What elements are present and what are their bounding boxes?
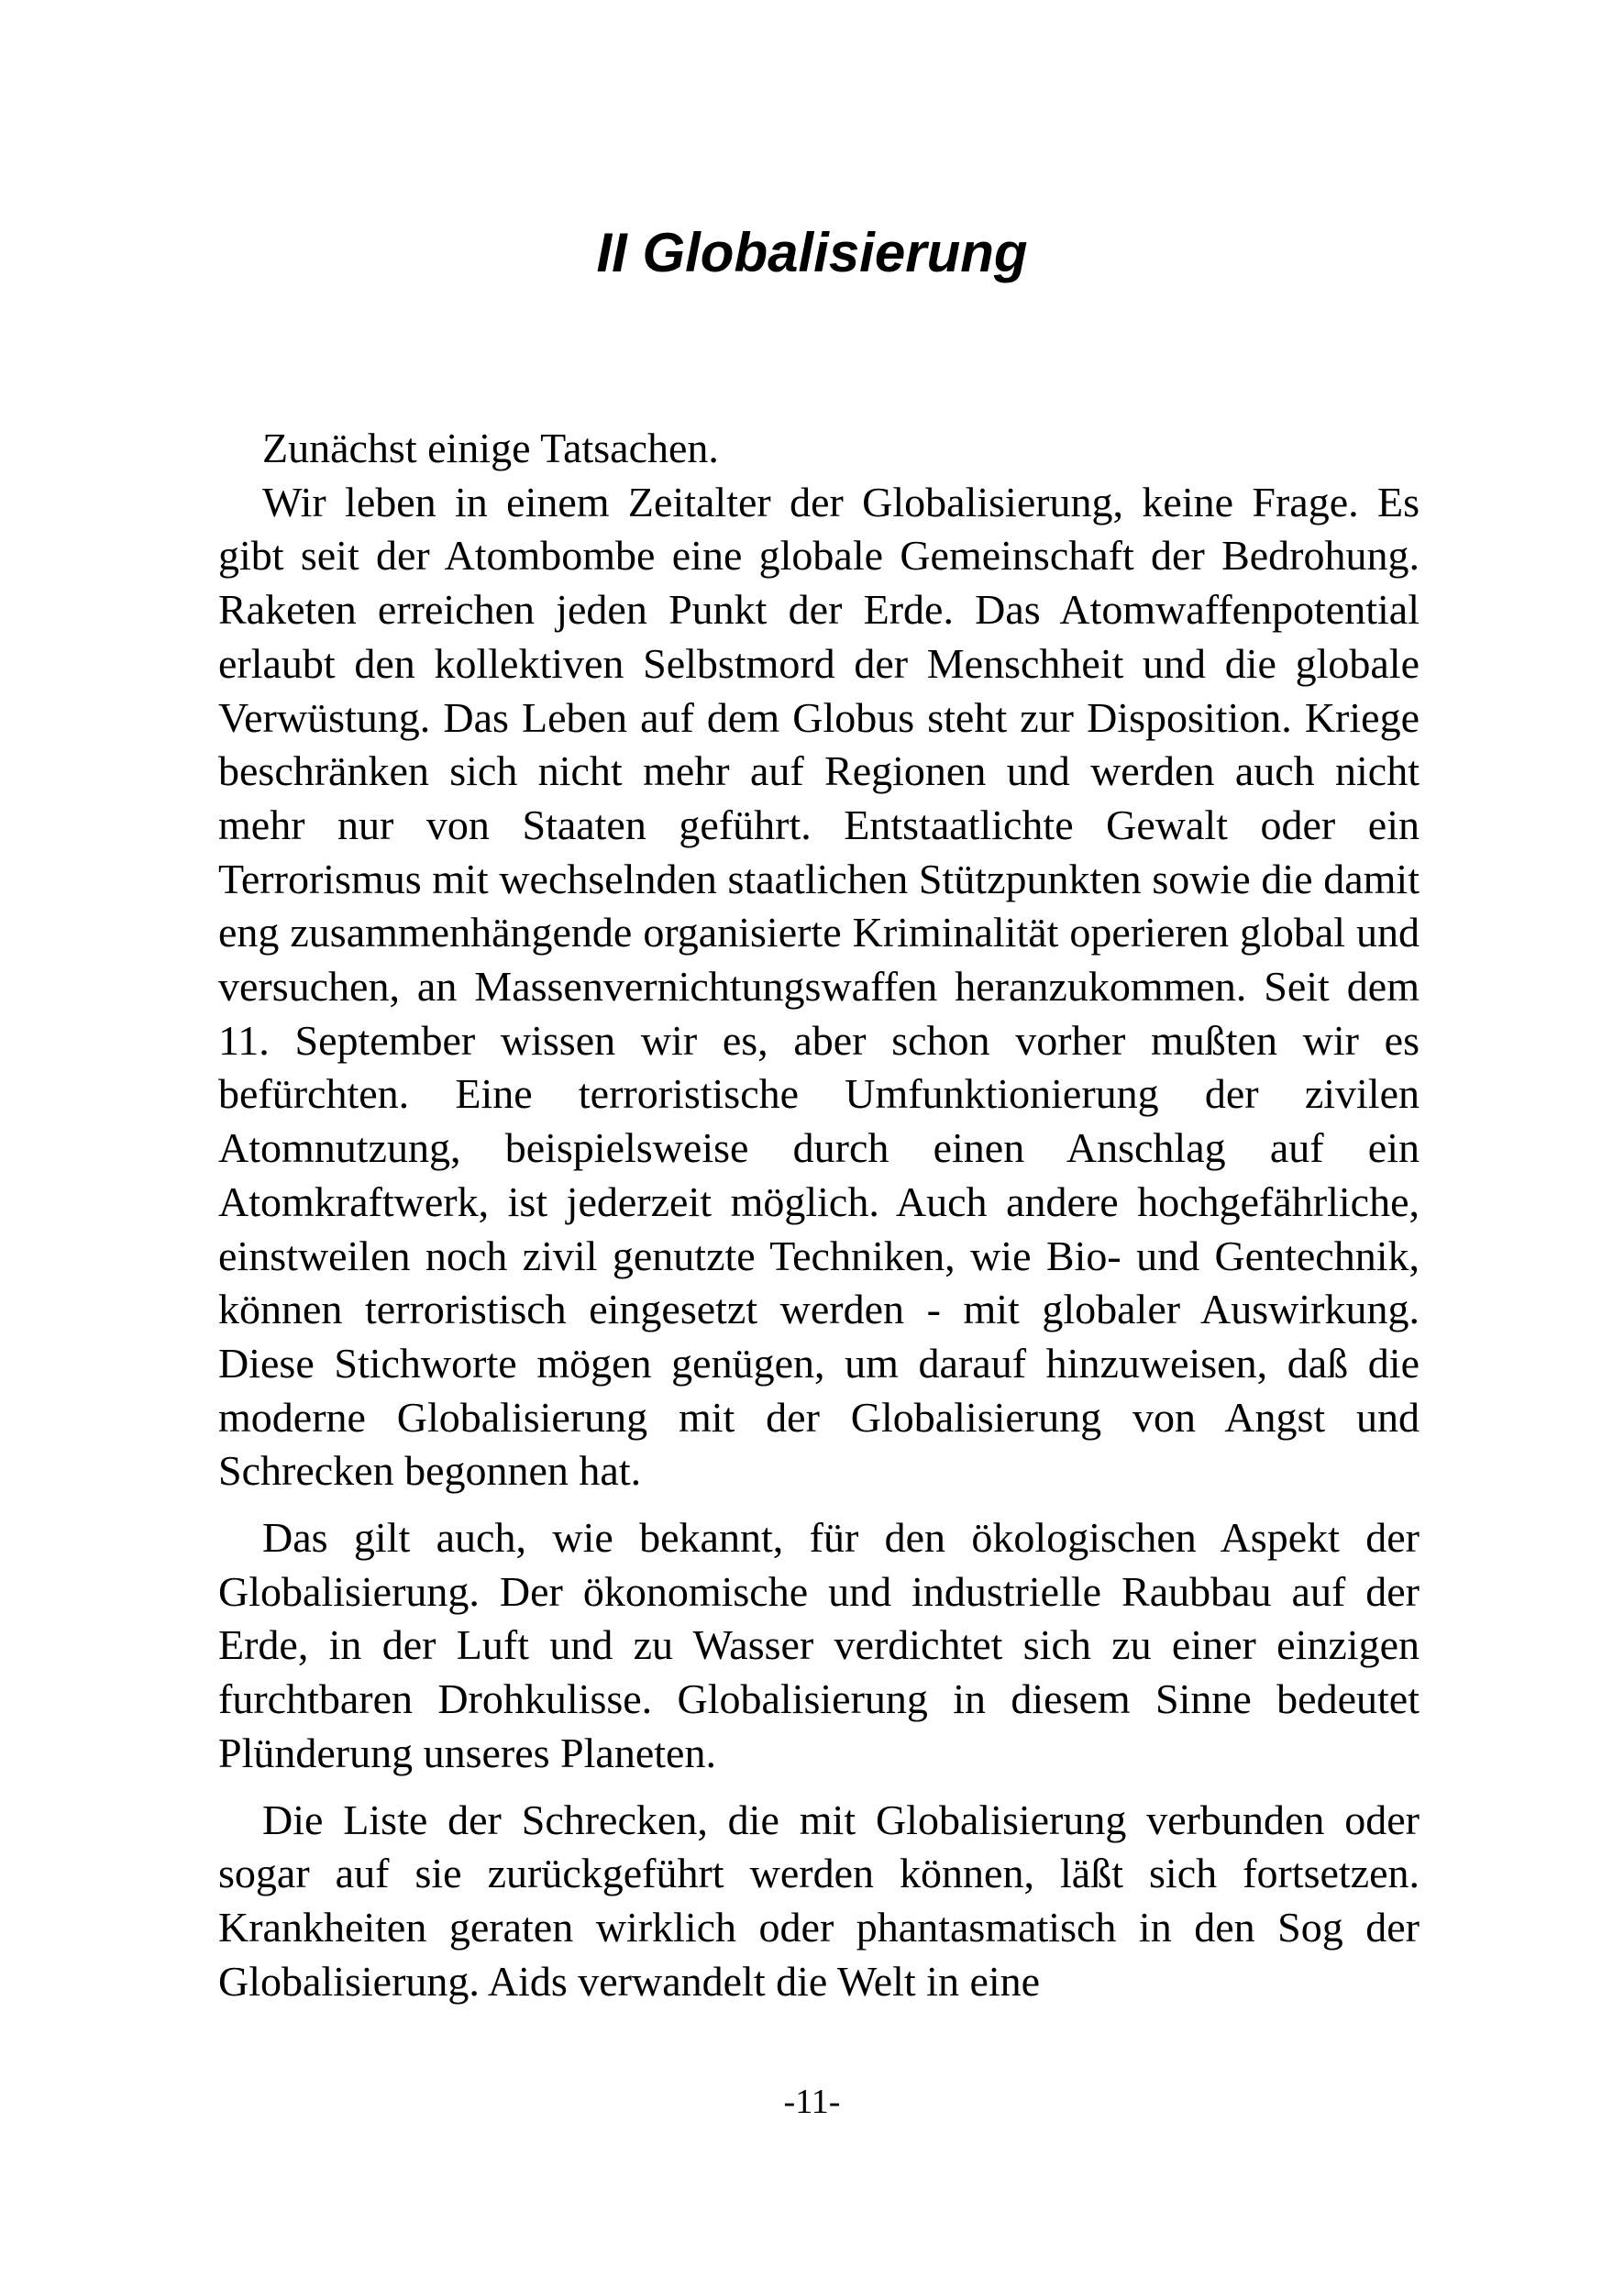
body-text [218, 422, 1420, 2008]
page-number: -11- [783, 2083, 841, 2121]
paragraph-list-of-horrors: Die Liste der Schrecken, die mit Globalisierung verbunden oder sogar auf sie zurückgeführt werden können, läßt sich fortsetzen. Krankheiten geraten wirklich oder phantasmatisch in den Sog der Globalisierung. Aids verwandelt die Welt in eine [218, 1796, 1420, 2005]
paragraph-intro: Zunächst einige Tatsachen. [262, 425, 719, 471]
paragraph-ecology: Das gilt auch, wie bekannt, für den ökologischen Aspekt der Globalisierung. Der ökonomische und industrielle Raubbau auf der Erde, in der Luft und zu Wasser verdichtet sich zu einer einzigen furchtbaren Drohkulisse. Globalisierung in diesem Sinne bedeutet Plünderung unseres Planeten. [218, 1514, 1420, 1776]
chapter-title: II Globalisierung [596, 222, 1028, 283]
paragraph-threats: Wir leben in einem Zeitalter der Globalisierung, keine Frage. Es gibt seit der Atombombe eine globale Gemeinschaft der Bedrohung. Raketen erreichen jeden Punkt der Erde. Das Atomwaffenpotential erlaubt den kollektiven Selbstmord der Menschheit und die globale Verwüstung. Das Leben auf dem Globus steht zur Disposition. Kriege beschränken sich nicht mehr auf Regionen und werden auch nicht mehr nur von Staaten geführt. Entstaatlichte Gewalt oder ein Terrorismus mit wechselnden staatlichen Stützpunkten sowie die damit eng zusammenhängende organisierte Kriminalität operieren global und versuchen, an Massenvernichtungswaffen heranzukommen. Seit dem 11. September wissen wir es, aber schon vorher mußten wir es befürchten. Eine terroristische Umfunktionierung der zivilen Atomnutzung, beispielsweise durch einen Anschlag auf ein Atomkraftwerk, ist jederzeit möglich. Auch andere hochgefährliche, einstweilen noch zivil genutzte Techniken, wie Bio- und Gentechnik, können terroristisch eingesetzt werden - mit globaler Auswirkung. Diese Stichworte mögen genügen, um darauf hinzuweisen, daß die moderne Globalisierung mit der Globalisierung von Angst und Schrecken begonnen hat. [218, 478, 1420, 1495]
